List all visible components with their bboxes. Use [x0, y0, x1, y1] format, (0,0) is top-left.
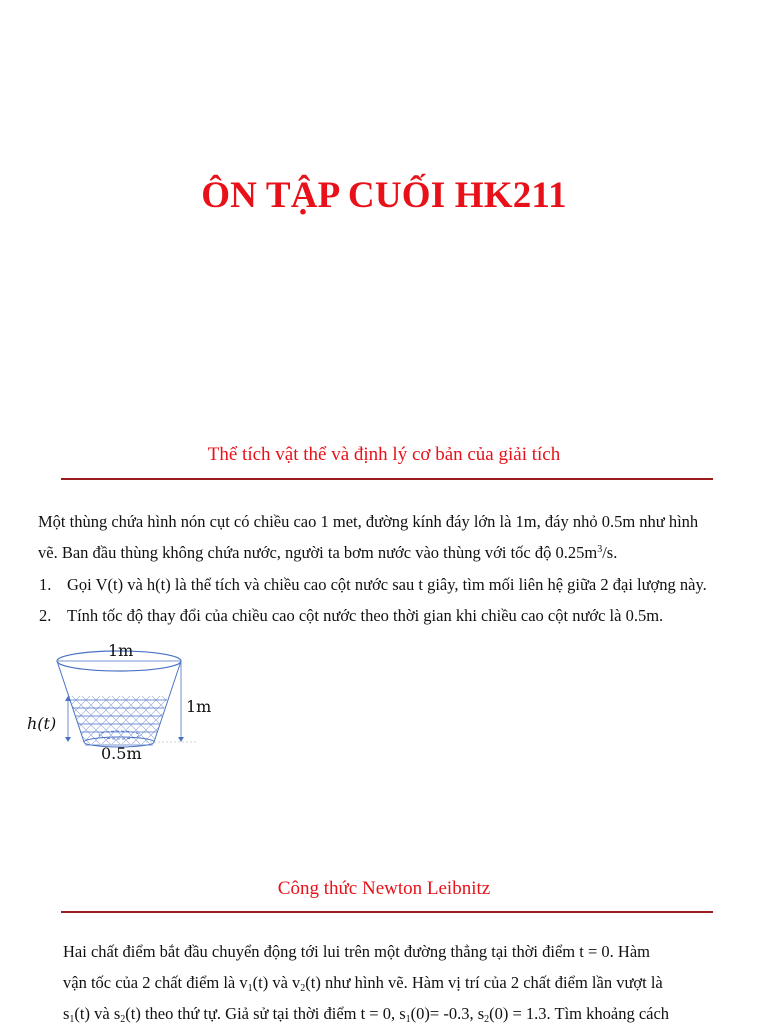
list-item: 1. Gọi V(t) và h(t) là thể tích và chiều cao cột nước sau t giây, tìm mối liên hệ giữa 2 đại lượng này.: [39, 575, 707, 594]
frustum-figure: [26, 640, 226, 765]
list-item: 2. Tính tốc độ thay đổi của chiều cao cột nước theo thời gian khi chiều cao cột nước là 0.5m.: [39, 606, 664, 625]
water-height-label: h(t): [27, 714, 57, 733]
section-heading-volume: Thể tích vật thể và định lý cơ bản của giải tích: [207, 444, 561, 465]
height-label: 1m: [186, 697, 212, 716]
question-list: [39, 569, 707, 631]
bottom-diameter-label: 0.5m: [101, 744, 142, 763]
intro-line-2: vẽ. Ban đầu thùng không chứa nước, người ta bơm nước vào thùng với tốc độ $0.25m^3/s$.: [38, 543, 618, 562]
problem-2-line-2: vận tốc của 2 chất điểm là $v_1(t)$ và $v_2(t)$ như hình vẽ. Hàm vị trí của 2 chất điểm lần vượt là: [63, 973, 663, 994]
problem-2-text: [63, 936, 743, 1029]
problem-2-line-1: Hai chất điểm bắt đầu chuyển động tới lui trên một đường thẳng tại thời điểm t = 0. Hàm: [63, 942, 650, 961]
problem-2-line-3: $s_1(t)$ và $s_2(t)$ theo thứ tự. Giả sử tại thời điểm t = 0, $s_1(0)= -0.3$, $s_2(0) = 1.3$. Tìm khoảng cách: [63, 1004, 670, 1025]
problem-intro: [38, 506, 758, 568]
section-heading-newton-leibnitz: Công thức Newton Leibnitz: [277, 878, 491, 899]
top-diameter-label: 1m: [108, 641, 134, 660]
intro-line-1: Một thùng chứa hình nón cụt có chiều cao 1 met, đường kính đáy lớn là 1m, đáy nhỏ 0.5m như hình: [38, 512, 699, 531]
page-title: ÔN TẬP CUỐI HK211: [201, 175, 567, 216]
section-divider: [61, 478, 713, 480]
section-divider: [61, 911, 713, 913]
